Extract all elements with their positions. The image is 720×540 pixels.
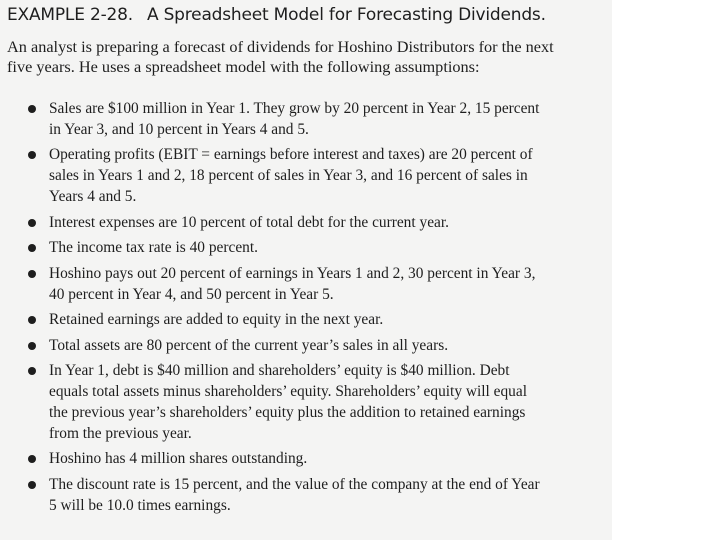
assumption-text-line: Years 4 and 5. <box>49 187 137 205</box>
assumptions-list <box>0 99 612 521</box>
assumption-item <box>0 145 612 207</box>
assumption-text-line: In Year 1, debt is $40 million and shareholders’ equity is $40 million. Debt <box>49 362 510 380</box>
assumption-item <box>0 238 612 259</box>
bullet-icon <box>28 244 36 252</box>
assumption-text-line: The income tax rate is 40 percent. <box>49 239 258 257</box>
assumption-item <box>0 99 612 141</box>
assumption-text-line: Hoshino pays out 20 percent of earnings in Years 1 and 2, 30 percent in Year 3, <box>49 264 536 282</box>
assumption-text-line: 5 will be 10.0 times earnings. <box>49 496 231 514</box>
bullet-icon <box>28 151 36 159</box>
bullet-icon <box>28 316 36 324</box>
assumption-text-line: from the previous year. <box>49 424 192 442</box>
assumption-text-line: Total assets are 80 percent of the current year’s sales in all years. <box>49 336 449 354</box>
bullet-icon <box>28 219 36 227</box>
assumption-item <box>0 264 612 306</box>
assumption-text-line: sales in Years 1 and 2, 18 percent of sales in Year 3, and 16 percent of sales in <box>49 167 528 185</box>
bullet-icon <box>28 342 36 350</box>
assumption-item <box>0 361 612 444</box>
assumption-item <box>0 449 612 470</box>
assumption-text-line: Sales are $100 million in Year 1. They grow by 20 percent in Year 2, 15 percent <box>49 100 540 117</box>
assumption-text-line: the previous year’s shareholders’ equity plus the addition to retained earnings <box>49 403 526 421</box>
example-title: A Spreadsheet Model for Forecasting Dividends. <box>146 5 546 25</box>
assumption-text-line: The discount rate is 15 percent, and the value of the company at the end of Year <box>49 475 540 493</box>
intro-line: An analyst is preparing a forecast of dividends for Hoshino Distributors for the next <box>7 37 554 56</box>
assumption-text-line: Interest expenses are 10 percent of total debt for the current year. <box>49 213 449 231</box>
example-label: EXAMPLE 2-28. <box>7 5 133 25</box>
assumption-text-line: in Year 3, and 10 percent in Years 4 and 5. <box>49 120 309 138</box>
bullet-icon <box>28 455 36 463</box>
bullet-icon <box>28 270 36 278</box>
example-heading <box>7 5 546 25</box>
bullet-icon <box>28 367 36 375</box>
assumption-text-line: Operating profits (EBIT = earnings before interest and taxes) are 20 percent of <box>49 146 533 164</box>
bullet-icon <box>28 105 36 113</box>
assumption-item <box>0 336 612 357</box>
assumption-text-line: equals total assets minus shareholders’ equity. Shareholders’ equity will equal <box>49 383 527 401</box>
assumption-text-line: Retained earnings are added to equity in the next year. <box>49 311 384 329</box>
assumption-item <box>0 213 612 234</box>
assumption-text-line: Hoshino has 4 million shares outstanding. <box>49 450 308 468</box>
intro-line: five years. He uses a spreadsheet model with the following assumptions: <box>7 57 480 76</box>
assumption-text-line: 40 percent in Year 4, and 50 percent in Year 5. <box>49 285 334 303</box>
bullet-icon <box>28 481 36 489</box>
assumption-item <box>0 475 612 517</box>
assumption-item <box>0 310 612 331</box>
intro-paragraph <box>7 37 605 77</box>
